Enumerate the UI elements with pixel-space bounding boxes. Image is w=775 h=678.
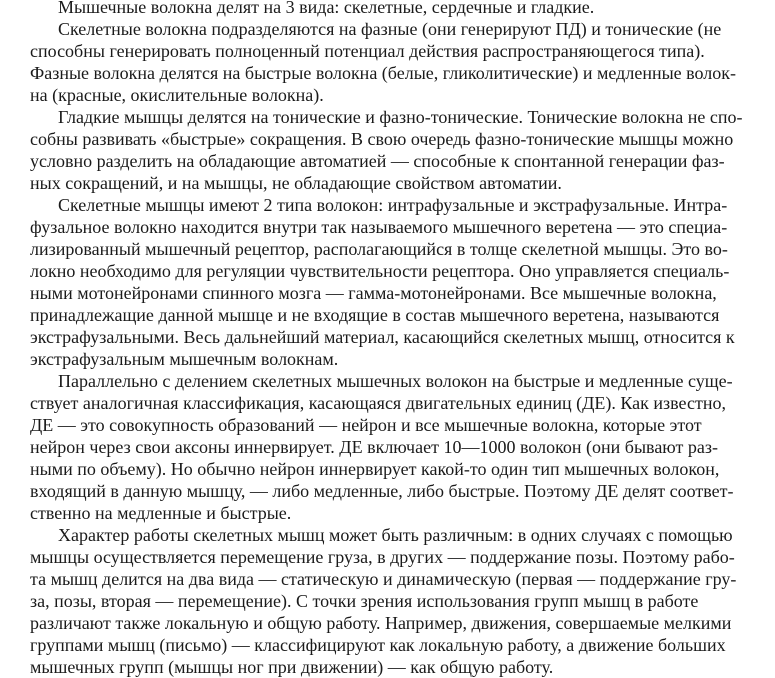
- text-line: локно необходимо для регуляции чувствительности рецептора. Оно управляется специаль-: [30, 261, 730, 281]
- text-line: мышцы осуществляется перемещение груза, в других — поддержание позы. Поэтому рабо-: [30, 547, 735, 567]
- text-line: Скелетные мышцы имеют 2 типа волокон: интрафузальные и экстрафузальные. Интра-: [58, 195, 728, 215]
- text-line: ДЕ — это совокупность образований — нейрон и все мышечные волокна, которые этот: [30, 415, 702, 435]
- text-line: лизированный мышечный рецептор, располагающийся в толще скелетной мышцы. Это во-: [30, 239, 728, 259]
- text-line: Гладкие мышцы делятся на тонические и фазно-тонические. Тонические волокна не спо-: [58, 107, 743, 127]
- text-line: Параллельно с делением скелетных мышечных волокон на быстрые и медленные суще-: [58, 371, 733, 391]
- text-line: ными мотонейронами спинного мозга — гамма-мотонейронами. Все мышечные волокна,: [30, 283, 717, 303]
- text-line: экстрафузальным мышечным волокнам.: [30, 349, 339, 369]
- text-line: мышечных групп (мышцы ног при движении) — как общую работу.: [30, 657, 554, 677]
- text-line: различают также локальную и общую работу. Например, движения, совершаемые мелкими: [30, 613, 732, 633]
- text-line: ствует аналогичная классификация, касающаяся двигательных единиц (ДЕ). Как известно,: [30, 393, 726, 413]
- text-line: Фазные волокна делятся на быстрые волокна (белые, гликолитические) и медленные волок-: [30, 63, 737, 83]
- text-line: Скелетные волокна подразделяются на фазные (они генерируют ПД) и тонические (не: [58, 19, 722, 39]
- text-line: способны генерировать полноценный потенциал действия распространяющегося типа).: [30, 41, 705, 61]
- text-line: собны развивать «быстрые» сокращения. В свою очередь фазно-тонические мышцы можно: [30, 129, 734, 149]
- text-line: экстрафузальными. Весь дальнейший материал, касающийся скелетных мышц, относится к: [30, 327, 735, 347]
- text-line: принадлежащие данной мышце и не входящие в состав мышечного веретена, называются: [30, 305, 720, 325]
- text-line: Характер работы скелетных мышц может быть различным: в одних случаях с помощью: [58, 525, 733, 545]
- text-line: на (красные, окислительные волокна).: [30, 85, 324, 105]
- text-line: условно разделить на обладающие автоматией — способные к спонтанной генерации фаз-: [30, 151, 725, 171]
- text-line: нейрон через свои аксоны иннервирует. ДЕ включает 10—1000 волокон (они бывают раз-: [30, 437, 718, 457]
- text-line: та мышц делится на два вида — статическую и динамическую (первая — поддержание гру-: [30, 569, 737, 589]
- text-line: группами мышц (письмо) — классифицируют как локальную работу, а движение больших: [30, 635, 726, 655]
- text-line: ственно на медленные и быстрые.: [30, 503, 292, 523]
- text-line: Мышечные волокна делят на 3 вида: скелетные, сердечные и гладкие.: [58, 0, 595, 17]
- text-line: фузальное волокно находится внутри так называемого мышечного веретена — это специа-: [30, 217, 728, 237]
- text-line: ных сокращений, и на мышцы, не обладающие свойством автоматии.: [30, 173, 562, 193]
- text-line: входящий в данную мышцу, — либо медленные, либо быстрые. Поэтому ДЕ делят соответ-: [30, 481, 734, 501]
- text-line: за, позы, вторая — перемещение). С точки зрения использования групп мышц в работе: [30, 591, 699, 611]
- text-line: ными по объему). Но обычно нейрон иннервирует какой-то один тип мышечных волокон,: [30, 459, 720, 479]
